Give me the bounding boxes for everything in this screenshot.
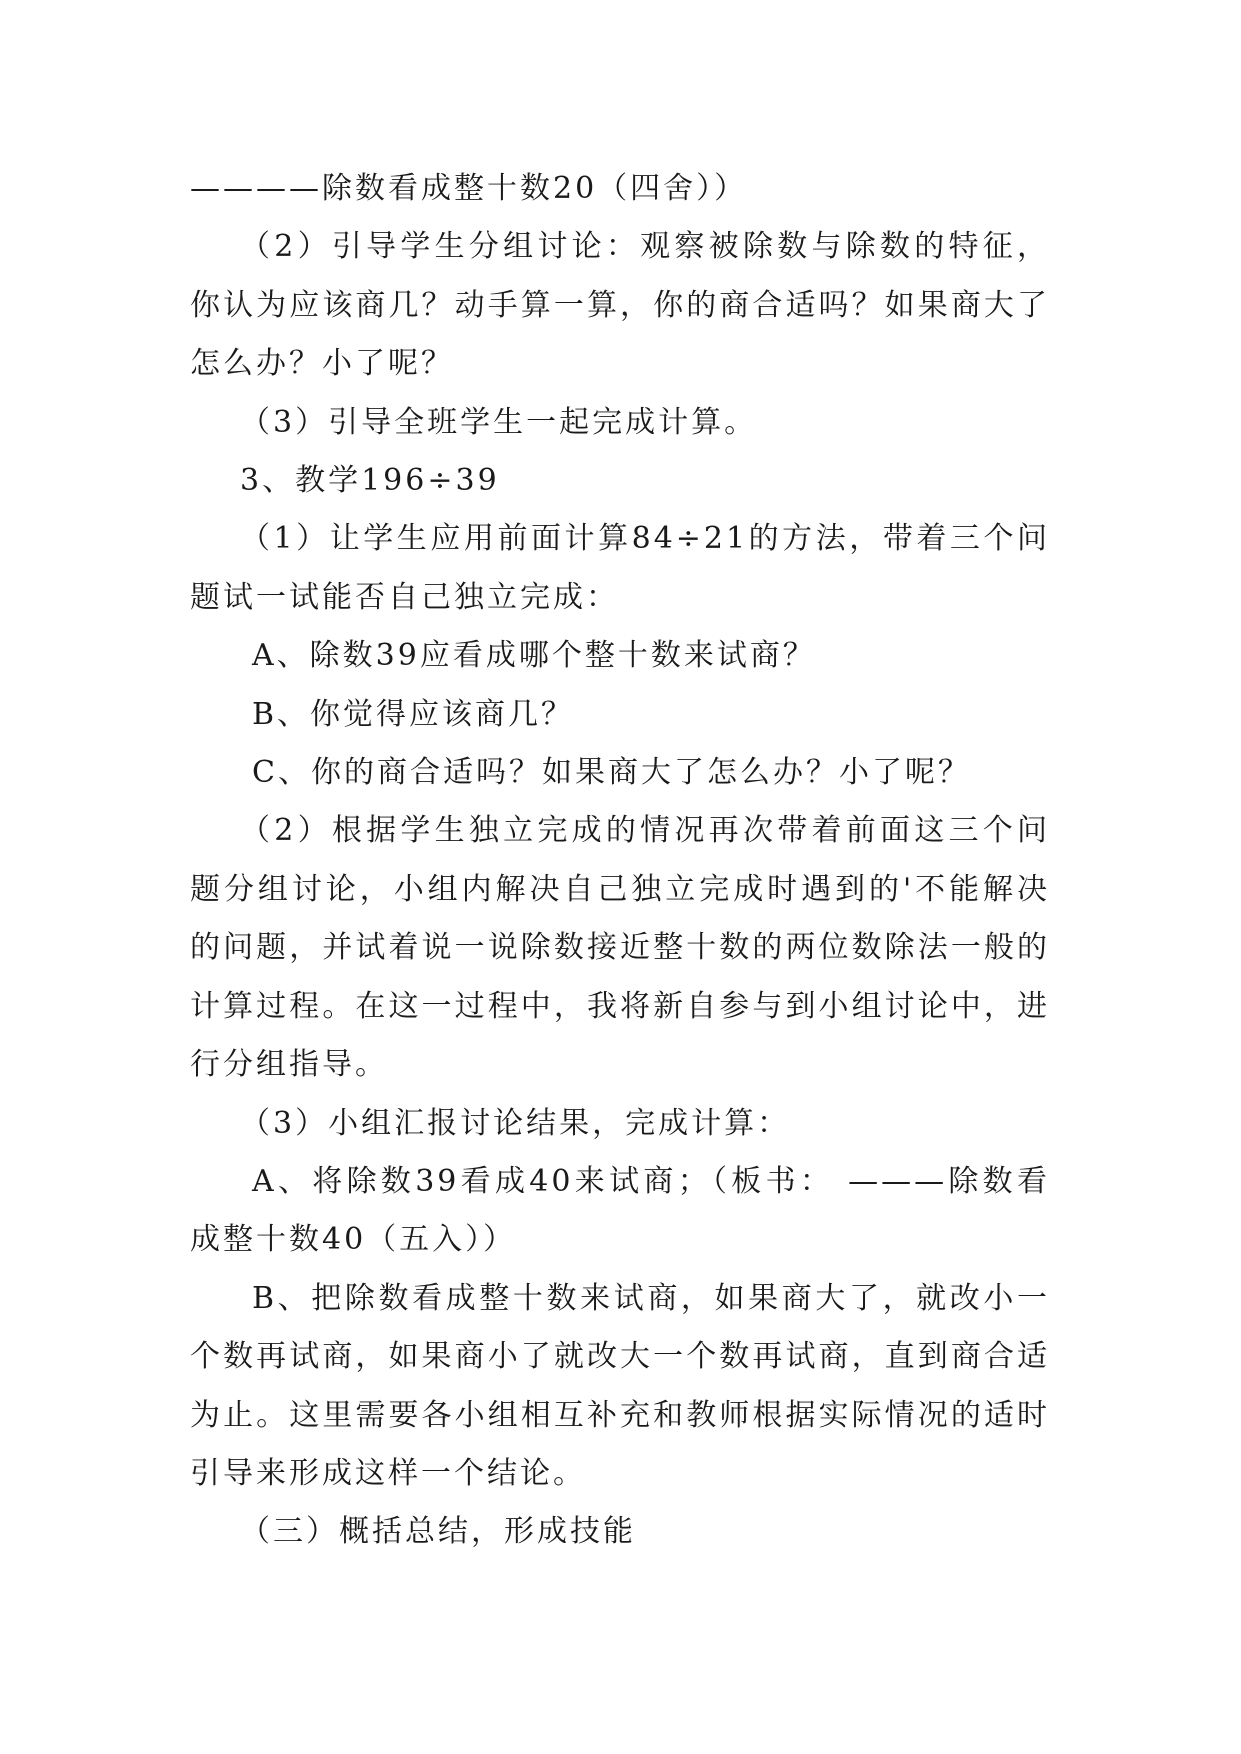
section-heading-summary: （三）概括总结，形成技能 xyxy=(240,1514,636,1550)
paragraph-step-3-class-calculation: （3）引导全班学生一起完成计算。 xyxy=(240,404,758,440)
paragraph-question-b: B、你觉得应该商几？ xyxy=(252,696,575,732)
paragraph-question-c: C、你的商合适吗？如果商大了怎么办？小了呢？ xyxy=(252,755,971,791)
paragraph-step-2-group-discussion: （2）引导学生分组讨论：观察被除数与除数的特征，你认为应该商几？动手算一算，你的商合适吗？如果商大了怎么办？小了呢？ xyxy=(190,229,1050,382)
paragraph-board-note-four-down: ————除数看成整十数20（四舍）） xyxy=(190,171,748,206)
paragraph-teach-196-div-39: 3、教学196÷39 xyxy=(240,463,500,499)
document-body xyxy=(190,160,1050,1562)
paragraph-result-a: A、将除数39看成40来试商；（板书： ———除数看成整十数40（五入）） xyxy=(190,1163,1050,1258)
paragraph-step-3-group-report: （3）小组汇报讨论结果，完成计算： xyxy=(240,1105,791,1141)
paragraph-step-2-discussion-again: （2）根据学生独立完成的情况再次带着前面这三个问题分组讨论，小组内解决自己独立完成时遇到的'不能解决的问题，并试着说一说除数接近整十数的两位数除法一般的计算过程。在这一过程中，我将新自参与到小组讨论中，进行分组指导。 xyxy=(190,813,1050,1083)
paragraph-question-a: A、除数39应看成哪个整十数来试商？ xyxy=(252,638,816,674)
paragraph-step-1-apply-method: （1）让学生应用前面计算84÷21的方法，带着三个问题试一试能否自己独立完成： xyxy=(190,521,1050,615)
paragraph-result-b: B、把除数看成整十数来试商，如果商大了，就改小一个数再试商，如果商小了就改大一个数再试商，直到商合适为止。这里需要各小组相互补充和教师根据实际情况的适时引导来形成这样一个结论。 xyxy=(190,1280,1050,1491)
